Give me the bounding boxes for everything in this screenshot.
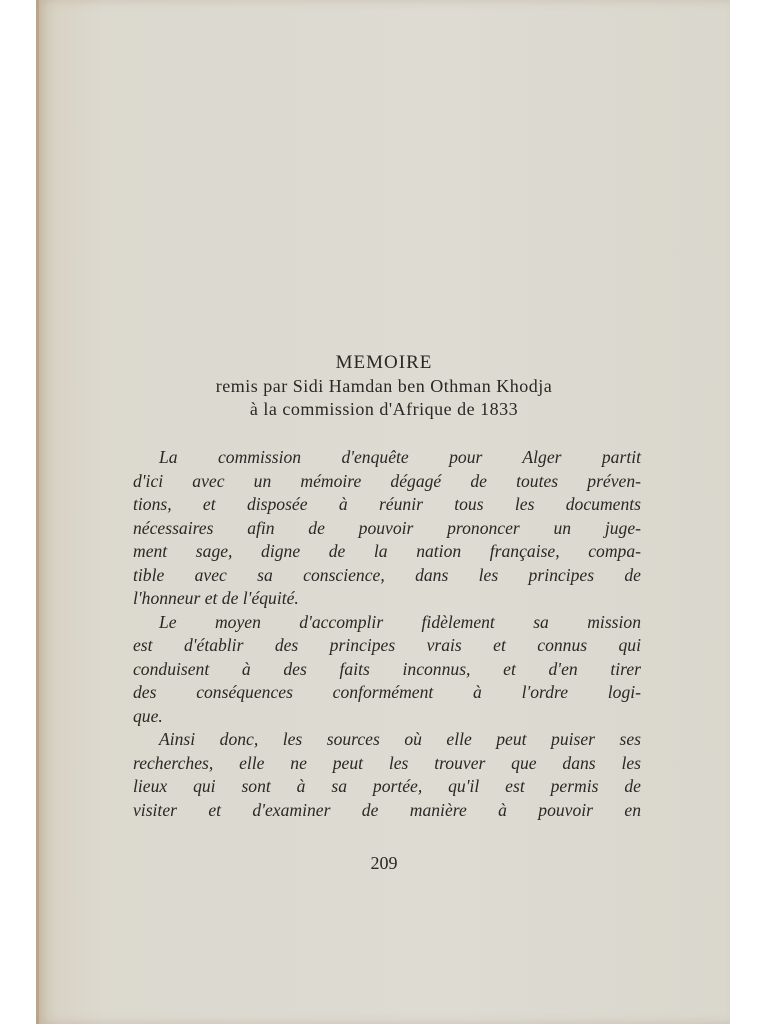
text-line: La commission d'enquête pour Alger partit [159,447,641,467]
text-line: nécessaires afin de pouvoir prononcer un juge- [133,517,641,538]
text-line: Le moyen d'accomplir fidèlement sa mission [159,611,641,632]
document-subtitle-line-1: remis par Sidi Hamdan ben Othman Khodja [215,376,553,396]
text-line: d'ici avec un mémoire dégagé de toutes préven- [133,470,641,491]
text-line: est d'établir des principes vrais et connus qui [133,635,641,655]
text-line: ment sage, digne de la nation française, compa- [133,541,641,561]
text-line: que. [133,705,163,726]
text-line: visiter et d'examiner de manière à pouvoir en [133,799,641,820]
text-line: tions, et disposée à réunir tous les documents [133,494,641,514]
text-line: Ainsi donc, les sources où elle peut puiser ses [159,729,641,749]
text-line: des conséquences conformément à l'ordre logi- [133,682,641,702]
document-title: MEMOIRE [335,352,433,373]
text-line: conduisent à des faits inconnus, et d'en tirer [133,658,641,679]
page-number: 209 [370,853,398,873]
text-line: tible avec sa conscience, dans les principes de [133,564,641,585]
text-line: lieux qui sont à sa portée, qu'il est permis de [133,776,641,796]
text-line: l'honneur et de l'équité. [133,588,299,608]
text-line: recherches, elle ne peut les trouver que dans les [133,752,641,773]
document-subtitle-line-2: à la commission d'Afrique de 1833 [249,399,519,419]
